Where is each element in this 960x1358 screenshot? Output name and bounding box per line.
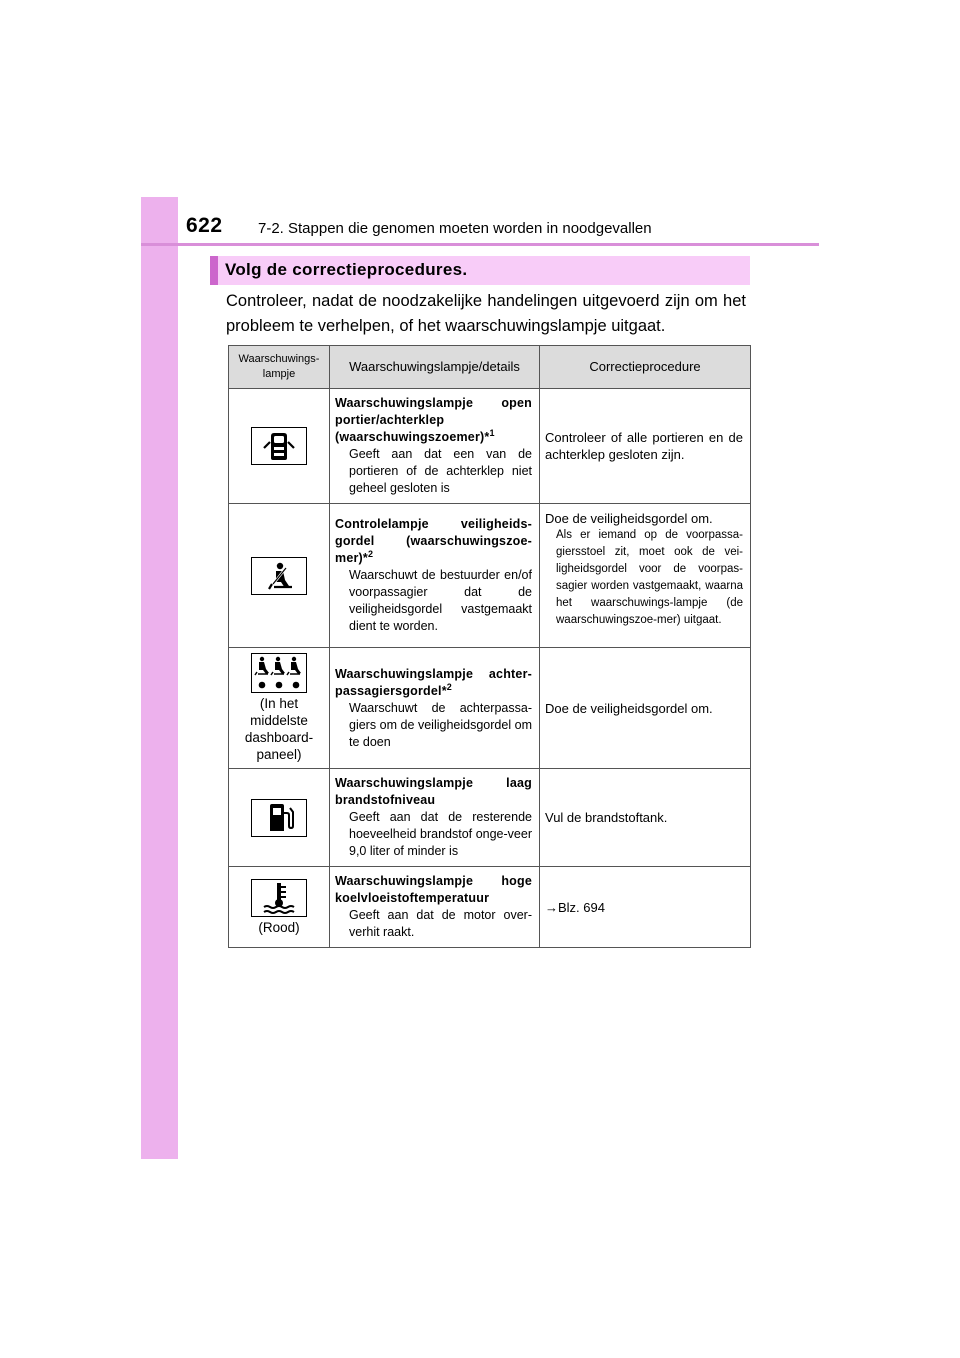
lamp-description: Geeft aan dat de motor over-verhit raakt.	[349, 908, 532, 939]
table-row	[229, 504, 751, 648]
subheading: Volg de correctieprocedures.	[225, 260, 468, 279]
lamp-title: Waarschuwingslampje hoge koelvloeistoftemperatuur	[335, 874, 532, 905]
lamp-cell	[229, 389, 330, 504]
icon-caption: (Rood)	[258, 919, 300, 935]
lamp-description: Waarschuwt de achterpassa-giers om de veiligheidsgordel om te doen	[349, 700, 532, 749]
table-row	[229, 769, 751, 867]
header-rule	[141, 243, 819, 246]
fuel-pump-icon	[251, 799, 307, 837]
header-details: Waarschuwingslampje/details	[330, 346, 540, 389]
procedure-cell	[540, 648, 751, 769]
table-row	[229, 648, 751, 769]
subheading-box	[210, 256, 750, 285]
lamp-cell	[229, 867, 330, 948]
section-title: 7-2. Stappen die genomen moeten worden in noodgevallen	[258, 220, 652, 237]
procedure-note: Als er iemand op de voorpassa-giersstoel zit, moet ook de vei-ligheidsgordel voor de voorpas-sagier worden vastgemaakt, waarna het waarschuwings-lampje (de waarschuwingszoe-mer) uitgaat.	[556, 529, 743, 626]
lamp-cell	[229, 504, 330, 648]
warning-lamp-table	[228, 345, 751, 948]
header-lamp-line1: Waarschuwings-	[238, 353, 320, 365]
page-reference-link[interactable]: →Blz. 694	[545, 899, 605, 915]
seatbelt-icon	[251, 557, 307, 595]
lamp-description: Waarschuwt de bestuurder en/of voorpassagier dat de veiligheidsgordel vastgemaakt dient te worden.	[349, 568, 532, 633]
details-cell	[330, 867, 540, 948]
side-tab-strip	[141, 197, 178, 1159]
footnote-marker: 2	[446, 681, 452, 692]
procedure-cell	[540, 389, 751, 504]
subheading-bar	[210, 256, 218, 285]
header-lamp	[229, 346, 330, 389]
details-cell	[330, 648, 540, 769]
intro-paragraph: Controleer, nadat de noodzakelijke handelingen uitgevoerd zijn om het probleem te verhelpen, of het waarschuwingslampje uitgaat.	[226, 292, 746, 335]
coolant-temperature-icon	[251, 879, 307, 917]
lamp-description: Geeft aan dat de resterende hoeveelheid brandstof onge-veer 9,0 liter of minder is	[349, 810, 532, 858]
procedure-text: Controleer of alle portieren en de achterklep gesloten zijn.	[545, 430, 743, 462]
icon-caption: (In het middelste dashboard-paneel)	[244, 696, 314, 762]
door-open-icon	[251, 427, 307, 465]
lamp-cell	[229, 769, 330, 867]
rear-seatbelt-icon	[251, 653, 307, 693]
lamp-title: Controlelampje veiligheids-gordel (waarschuwingszoe-mer)*$^2$	[335, 517, 532, 565]
procedure-text: Doe de veiligheidsgordel om.	[545, 700, 713, 716]
details-cell	[330, 769, 540, 867]
lamp-description: Geeft aan dat een van de portieren of de achterklep niet geheel gesloten is	[349, 447, 532, 495]
page-number: 622	[186, 214, 223, 237]
lamp-title: Waarschuwingslampje achter-passagiersgordel*$^2$	[335, 666, 532, 698]
procedure-cell	[540, 769, 751, 867]
procedure-cell	[540, 867, 751, 948]
table-row	[229, 867, 751, 948]
lamp-cell	[229, 648, 330, 769]
procedure-text: Doe de veiligheidsgordel om.	[545, 511, 713, 526]
header-lamp-line2: lampje	[262, 368, 296, 380]
details-cell	[330, 504, 540, 648]
lamp-title: Waarschuwingslampje laag brandstofniveau	[335, 776, 532, 807]
lamp-title: Waarschuwingslampje open portier/achterklep (waarschuwingszoemer)*$^1$	[335, 396, 532, 444]
procedure-text: Vul de brandstoftank.	[545, 810, 668, 825]
procedure-cell	[540, 504, 751, 648]
header-tab	[141, 197, 178, 245]
footnote-marker: 2	[367, 548, 374, 559]
details-cell	[330, 389, 540, 504]
footnote-marker: 1	[489, 427, 495, 438]
table-row	[229, 389, 751, 504]
header-procedure: Correctieprocedure	[540, 346, 751, 389]
table-header-row	[229, 346, 751, 389]
